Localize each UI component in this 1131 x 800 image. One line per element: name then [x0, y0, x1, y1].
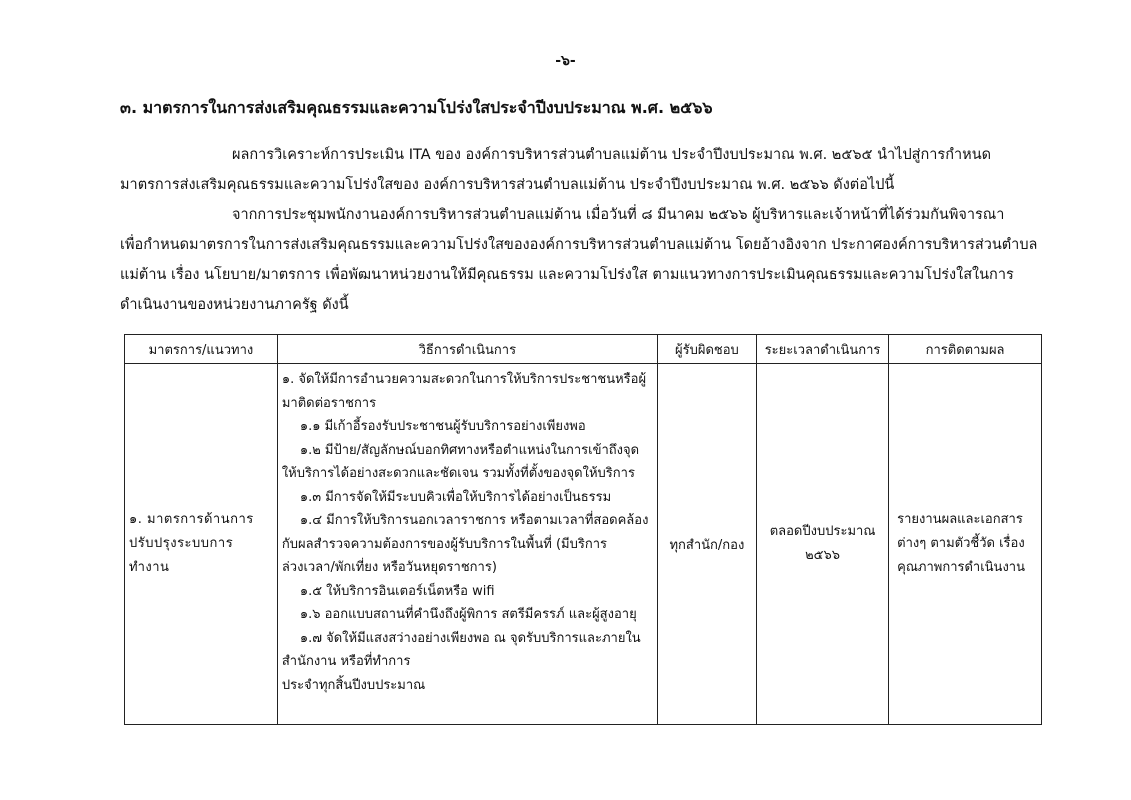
follow-up-line: คุณภาพการดำเนินงาน [897, 560, 1025, 575]
method-line: ๑.๔ มีการให้บริการนอกเวลาราชการ หรือตามเวลาที่สอดคล้อง [299, 513, 649, 528]
header-method: วิธีการดำเนินการ [277, 335, 657, 364]
follow-up-cell [889, 364, 1042, 725]
measure-cell [125, 364, 278, 725]
header-responsible: ผู้รับผิดชอบ [657, 335, 756, 364]
method-line: กับผลสำรวจความต้องการของผู้รับบริการในพื้นที่ (มีบริการ [281, 536, 607, 552]
method-cell [277, 364, 657, 725]
intro-paragraph [120, 140, 1038, 200]
follow-up-line: ต่างๆ ตามตัวชี้วัด เรื่อง [897, 536, 1025, 551]
section-heading: ๓. มาตรการในการส่งเสริมคุณธรรมและความโปร่งใสประจำปีงบประมาณ พ.ศ. ๒๕๖๖ [120, 98, 713, 117]
intro-paragraph-line-1: ผลการวิเคราะห์การประเมิน ITA ของ องค์การบริหารส่วนตำบลแม่ต้าน ประจำปีงบประมาณ พ.ศ. ๒๕๖๕ นำไปสู่การกำหนด [232, 147, 992, 163]
follow-up-line: รายงานผลและเอกสาร [897, 512, 1023, 527]
meeting-paragraph [120, 200, 1038, 320]
method-line: ๑.๕ ให้บริการอินเตอร์เน็ตหรือ wifi [299, 583, 495, 599]
method-line: ๑.๖ ออกแบบสถานที่คำนึงถึงผู้พิการ สตรีมีครรภ์ และผู้สูงอายุ [299, 607, 637, 622]
method-line: ๑. จัดให้มีการอำนวยความสะดวกในการให้บริการประชาชนหรือผู้ [281, 372, 647, 387]
period-cell [756, 364, 888, 725]
meeting-paragraph-line-2: เพื่อกำหนดมาตรการในการส่งเสริมคุณธรรมและความโปร่งใสขององค์การบริหารส่วนตำบลแม่ต้าน โดยอ้างอิงจาก ประกาศองค์การบริหารส่วนตำบล [120, 237, 1038, 253]
responsible-cell: ทุกสำนัก/กอง [657, 364, 756, 725]
method-line: ๑.๓ มีการจัดให้มีระบบคิวเพื่อให้บริการได้อย่างเป็นธรรม [299, 489, 612, 505]
meeting-paragraph-line-3: แม่ต้าน เรื่อง นโยบาย/มาตรการ เพื่อพัฒนาหน่วยงานให้มีคุณธรรม และความโปร่งใส ตามแนวทางการประเมินคุณธรรมและความโปร่งใสในการ [120, 267, 1014, 283]
header-period: ระยะเวลาดำเนินการ [756, 335, 888, 364]
measures-table [124, 334, 1042, 725]
meeting-paragraph-line-1: จากการประชุมพนักงานองค์การบริหารส่วนตำบลแม่ต้าน เมื่อวันที่ ๘ มีนาคม ๒๕๖๖ ผู้บริหารและเจ้าหน้าที่ได้ร่วมกันพิจารณา [232, 207, 1005, 223]
method-line: ๑.๒ มีป้าย/สัญลักษณ์บอกทิศทางหรือตำแหน่งในการเข้าถึงจุด [299, 442, 640, 458]
method-line: ให้บริการได้อย่างสะดวกและชัดเจน รวมทั้งที่ตั้งของจุดให้บริการ [281, 466, 635, 481]
header-follow-up: การติดตามผล [889, 335, 1042, 364]
method-line: ๑.๑ มีเก้าอี้รองรับประชาชนผู้รับบริการอย่างเพียงพอ [299, 419, 586, 434]
measure-line: ปรับปรุงระบบการทำงาน [129, 536, 234, 575]
header-measure: มาตรการ/แนวทาง [125, 335, 278, 364]
method-line: สำนักงาน หรือที่ทำการ [281, 654, 411, 669]
method-line: ล่วงเวลา/พักเที่ยง หรือวันหยุดราชการ) [281, 560, 497, 575]
period-line: ตลอดปีงบประมาณ [769, 524, 876, 539]
intro-paragraph-line-2: มาตรการส่งเสริมคุณธรรมและความโปร่งใสของ องค์การบริหารส่วนตำบลแม่ต้าน ประจำปีงบประมาณ พ.ศ. ๒๕๖๖ ดังต่อไปนี้ [120, 177, 895, 193]
measure-line: ๑. มาตรการด้านการ [129, 512, 254, 527]
meeting-paragraph-line-4: ดำเนินงานของหน่วยงานภาครัฐ ดังนี้ [120, 297, 349, 313]
period-line: ๒๕๖๖ [805, 548, 841, 563]
page-number: -๖- [555, 53, 576, 69]
method-line: มาติดต่อราชการ [281, 395, 377, 411]
table-header-row [125, 335, 1042, 364]
table-row [125, 364, 1042, 725]
method-line: ประจำทุกสิ้นปีงบประมาณ [281, 677, 426, 693]
method-line: ๑.๗ จัดให้มีแสงสว่างอย่างเพียงพอ ณ จุดรับบริการและภายใน [299, 630, 641, 646]
